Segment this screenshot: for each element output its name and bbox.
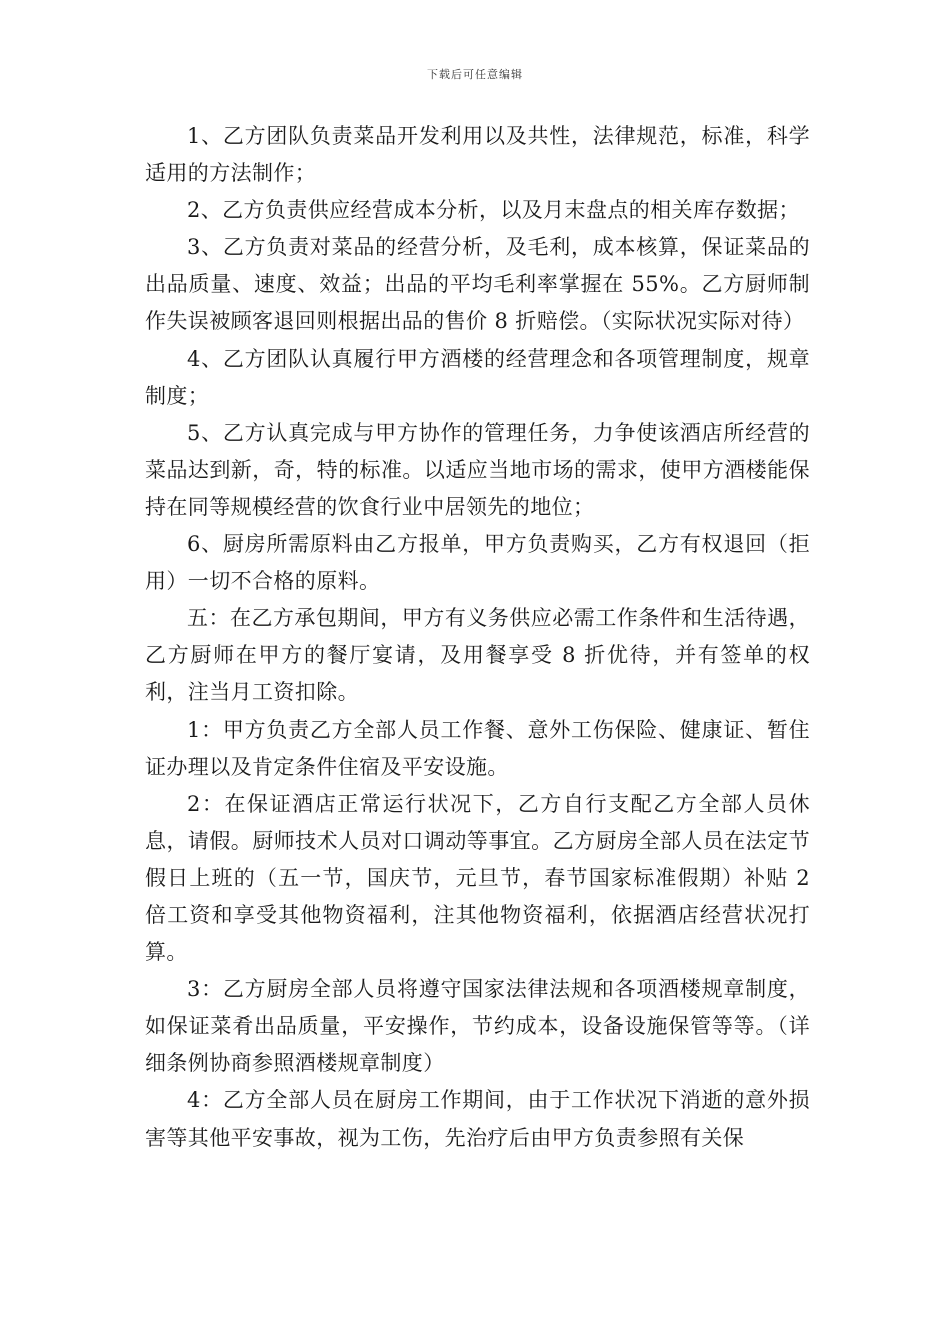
paragraph-item-5: 5、乙方认真完成与甲方协作的管理任务，力争使该酒店所经营的菜品达到新，奇，特的标准。以适应当地市场的需求，使甲方酒楼能保持在同等规模经营的饮食行业中居领先的地位； <box>145 420 810 519</box>
paragraph-subitem-3: 3：乙方厨房全部人员将遵守国家法律法规和各项酒楼规章制度，如保证菜肴出品质量，平安操作，节约成本，设备设施保管等等。（详细条例协商参照酒楼规章制度） <box>145 977 810 1076</box>
paragraph-subitem-2: 2：在保证酒店正常运行状况下，乙方自行支配乙方全部人员休息，请假。厨师技术人员对口调动等事宜。乙方厨房全部人员在法定节假日上班的（五一节，国庆节，元旦节，春节国家标准假期）补贴 2 倍工资和享受其他物资福利，注其他物资福利，依据酒店经营状况打算。 <box>145 791 810 965</box>
paragraph-item-6: 6、厨房所需原料由乙方报单，甲方负责购买，乙方有权退回（拒用）一切不合格的原料。 <box>145 532 810 594</box>
paragraph-section-five: 五：在乙方承包期间，甲方有义务供应必需工作条件和生活待遇，乙方厨师在甲方的餐厅宴请，及用餐享受 8 折优待，并有签单的权利，注当月工资扣除。 <box>145 606 810 705</box>
paragraph-subitem-1: 1：甲方负责乙方全部人员工作餐、意外工伤保险、健康证、暂住证办理以及肯定条件住宿及平安设施。 <box>145 717 810 779</box>
paragraph-item-3: 3、乙方负责对菜品的经营分析，及毛利，成本核算，保证菜品的出品质量、速度、效益；出品的平均毛利率掌握在 55%。乙方厨师制作失误被顾客退回则根据出品的售价 8 折赔偿。（实际状况实际对待） <box>145 235 810 334</box>
paragraph-item-2: 2、乙方负责供应经营成本分析，以及月末盘点的相关库存数据； <box>187 198 800 223</box>
paragraph-item-4: 4、乙方团队认真履行甲方酒楼的经营理念和各项管理制度，规章制度； <box>145 346 810 408</box>
paragraph-item-1: 1、乙方团队负责菜品开发利用以及共性，法律规范，标准，科学适用的方法制作； <box>145 124 810 186</box>
paragraph-subitem-4: 4：乙方全部人员在厨房工作期间，由于工作状况下消逝的意外损害等其他平安事故，视为工伤，先治疗后由甲方负责参照有关保 <box>145 1088 810 1150</box>
header-note: 下载后可任意编辑 <box>427 68 523 81</box>
document-body <box>145 118 810 1157</box>
